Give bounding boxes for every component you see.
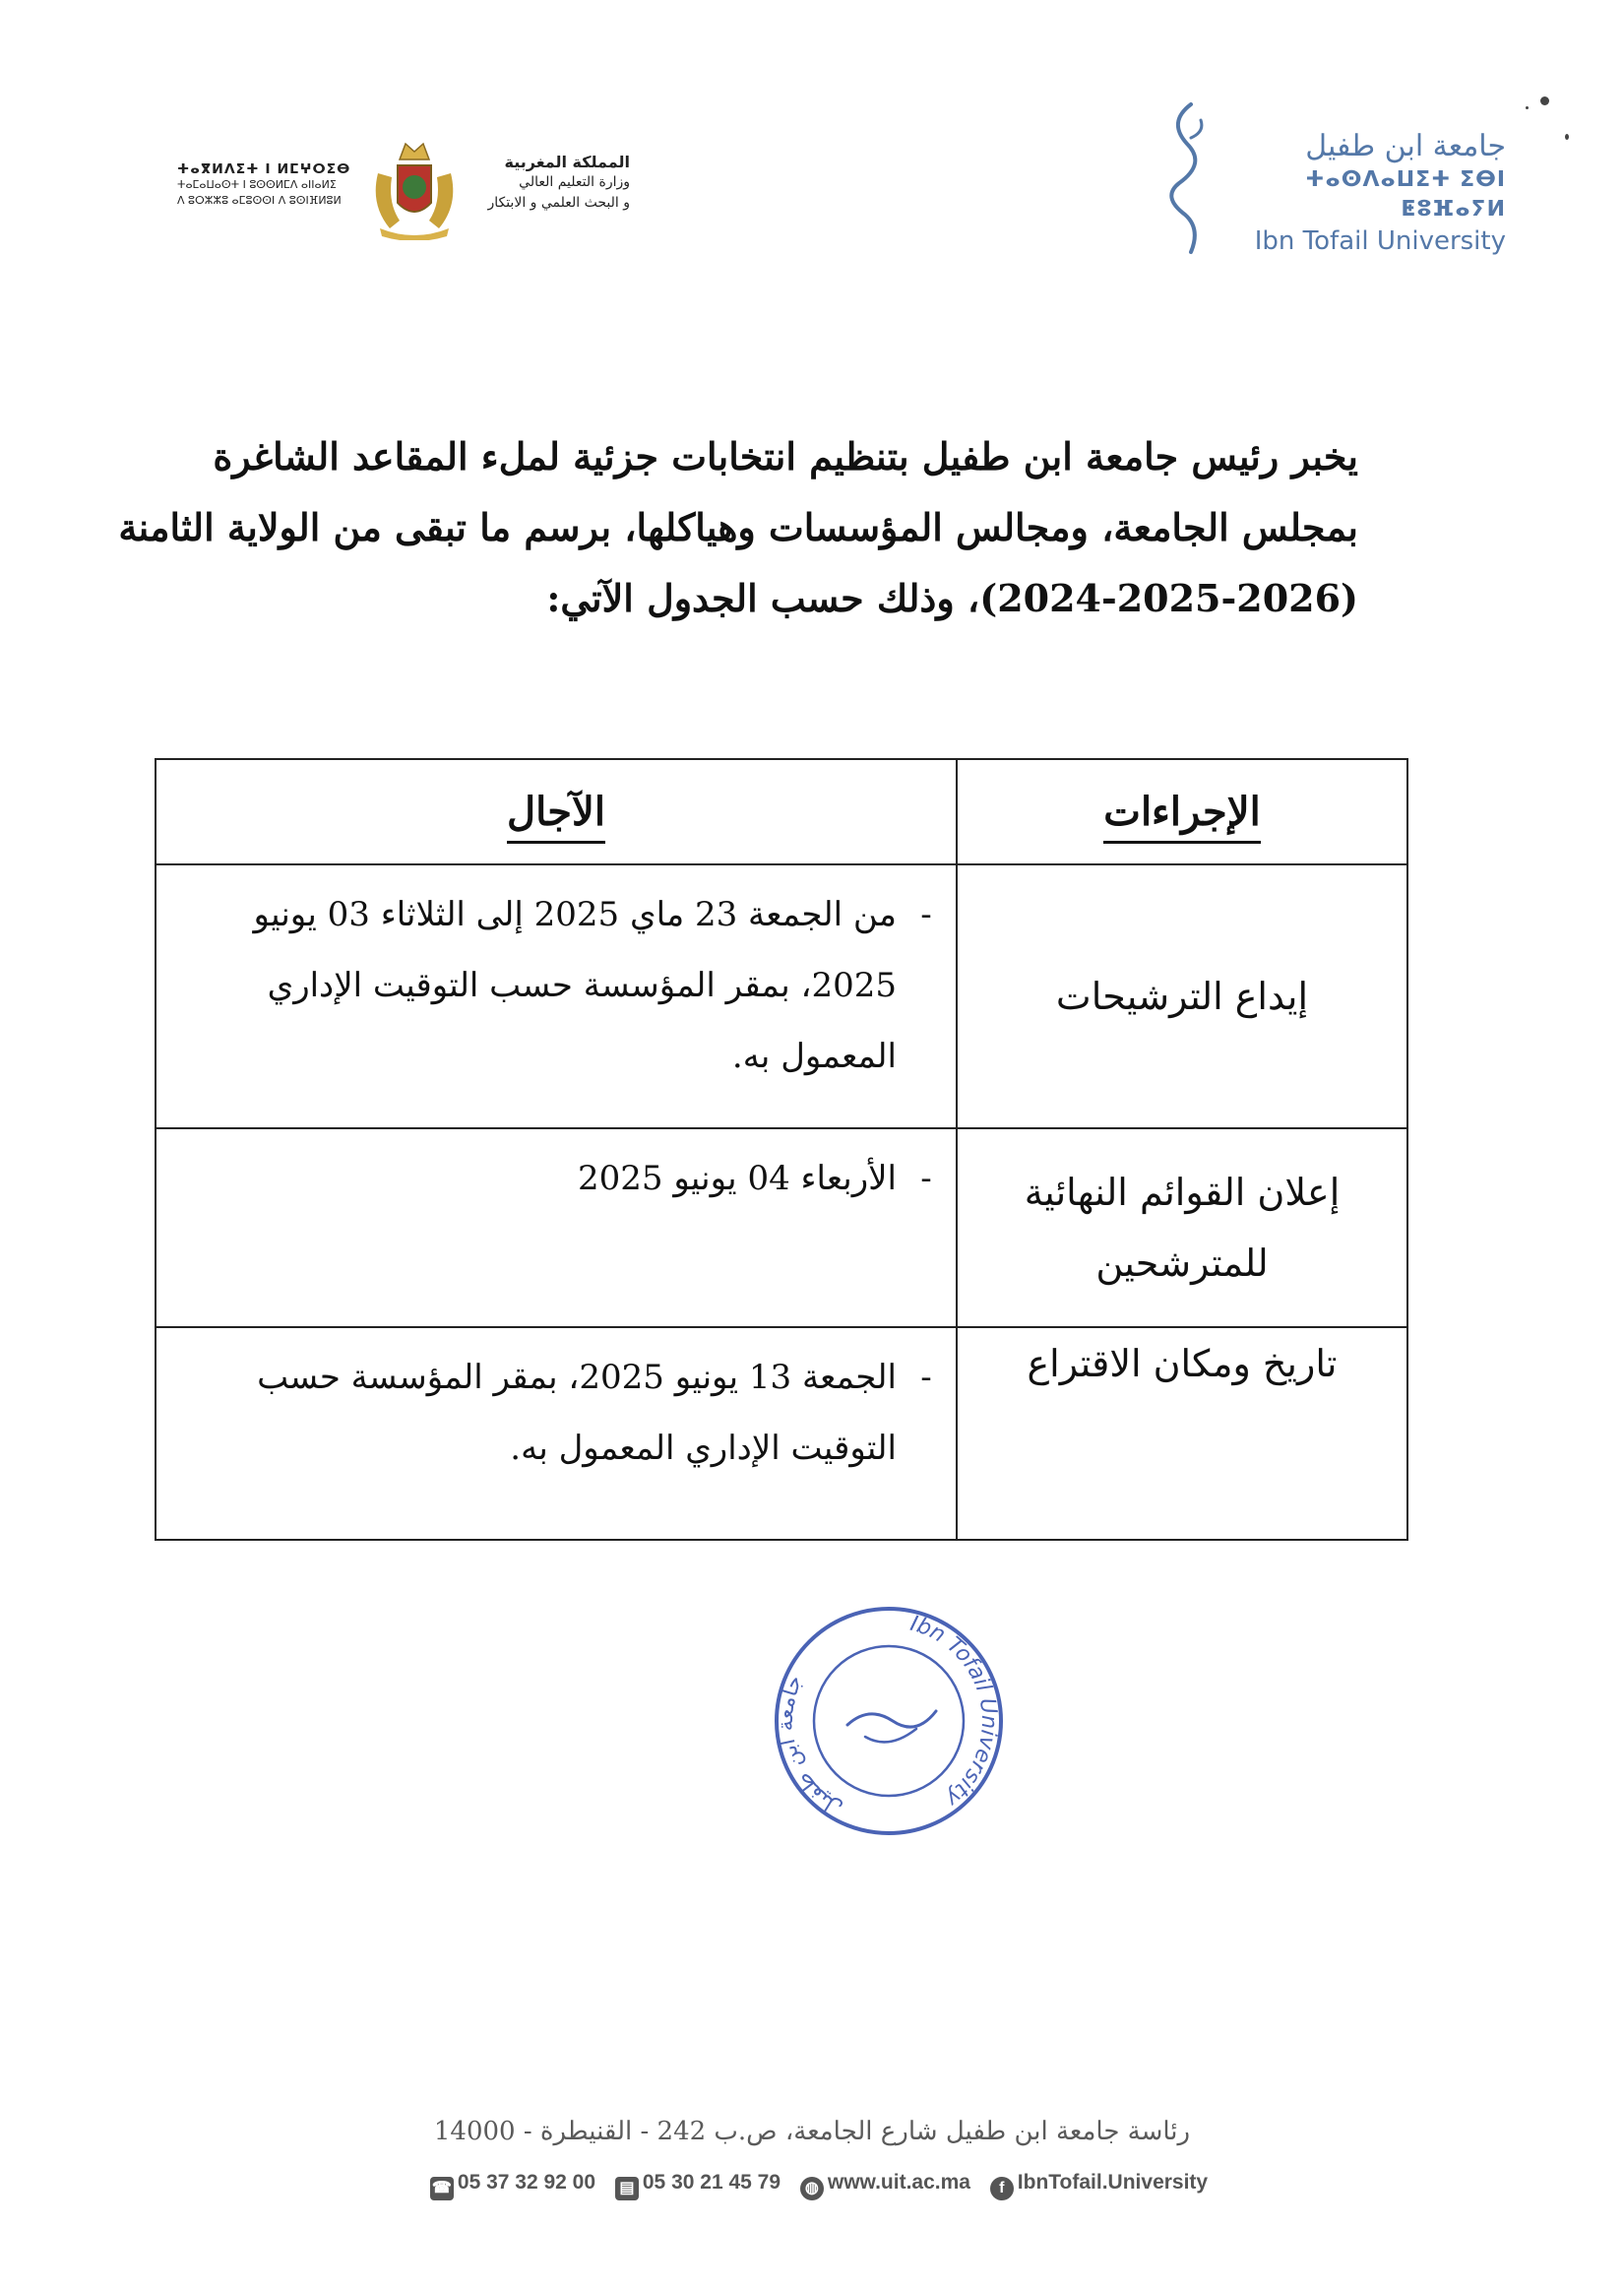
university-seal-stamp xyxy=(771,1603,1007,1839)
stamp-logo-mark-icon xyxy=(847,1711,936,1727)
footer-address: رئاسة جامعة ابن طفيل شارع الجامعة، ص.ب 242 - القنيطرة - 14000 xyxy=(433,2117,1191,2146)
university-logo xyxy=(1152,98,1506,266)
procedure-text: إيداع الترشيحات xyxy=(1055,975,1309,1018)
phone-icon: ☎ xyxy=(430,2177,454,2200)
moroccan-coat-of-arms-icon xyxy=(360,126,468,240)
election-schedule-table xyxy=(155,758,1408,1541)
ministry-arabic xyxy=(472,152,630,214)
ministry-tifinagh xyxy=(177,161,351,209)
scan-speck xyxy=(1526,106,1529,109)
header-deadlines: الآجال xyxy=(156,759,957,864)
period-line: 2025، بمقر المؤسسة حسب التوقيت الإداري xyxy=(267,966,897,1005)
university-name-tifinagh: ⵜⴰⵙⴷⴰⵡⵉⵜ ⵉⴱⵏ ⵟⵓⴼⴰⵢⵍ xyxy=(1305,167,1506,222)
period-line: -الجمعة 13 يونيو 2025، بمقر المؤسسة حسب xyxy=(156,1342,956,1413)
procedure-cell xyxy=(957,1327,1407,1540)
footer-phone: 05 37 32 92 00 xyxy=(457,2171,596,2194)
ministry-tifinagh-line: ⴷ ⵓⵔⵣⵣⵓ ⴰⵎⵓⵙⵙⵏ ⴷ ⵓⵙⵏⴼⵍⵓⵍ xyxy=(177,194,342,207)
stamp-text-en: Ibn Tofail University xyxy=(907,1611,1002,1812)
table-header-row xyxy=(156,759,1407,864)
period-line: -الأربعاء 04 يونيو 2025 xyxy=(156,1143,956,1214)
procedure-text: إعلان القوائم النهائية xyxy=(1024,1171,1341,1214)
facebook-icon: f xyxy=(990,2177,1014,2200)
university-name-arabic: جامعة ابن طفيل xyxy=(1305,129,1506,163)
footer-website[interactable]: www.uit.ac.ma xyxy=(827,2171,970,2194)
university-name-english: Ibn Tofail University xyxy=(1254,226,1506,256)
ministry-tifinagh-line: ⵜⴰⵎⴰⵡⴰⵙⵜ ⵏ ⵓⵙⵙⵍⵎⴷ ⴰⵏⵏⴰⵍⵉ xyxy=(177,178,337,191)
footer-facebook[interactable]: IbnTofail.University xyxy=(1017,2171,1209,2194)
scan-speck xyxy=(1565,134,1569,140)
list-dash: - xyxy=(920,1159,932,1198)
list-dash: - xyxy=(920,895,932,934)
announcement-line: بمجلس الجامعة، ومجالس المؤسسات وهياكلها، برسم ما تبقى من الولاية الثامنة xyxy=(118,505,1358,549)
period-cell xyxy=(156,864,957,1128)
procedure-cell xyxy=(957,1128,1407,1327)
ministry-arabic-line: و البحث العلمي و الابتكار xyxy=(487,195,630,211)
procedure-text: تاريخ ومكان الاقتراع xyxy=(1027,1342,1338,1385)
announcement-line: يخبر رئيس جامعة ابن طفيل بتنظيم انتخابات جزئية لملء المقاعد الشاغرة xyxy=(213,434,1358,478)
period-line: التوقيت الإداري المعمول به. xyxy=(510,1429,897,1468)
fax-icon: ▤ xyxy=(615,2177,639,2200)
header-procedures: الإجراءات xyxy=(957,759,1407,864)
period-cell xyxy=(156,1128,957,1327)
table-row xyxy=(156,1327,1407,1540)
scan-speck xyxy=(1540,96,1549,105)
period-line: -من الجمعة 23 ماي 2025 إلى الثلاثاء 03 يونيو xyxy=(156,879,956,950)
ministry-tifinagh-line: ⵜⴰⴳⵍⴷⵉⵜ ⵏ ⵍⵎⵖⵔⵉⴱ xyxy=(177,161,351,177)
university-name-block xyxy=(1211,128,1506,258)
procedure-text: للمترشحين xyxy=(1095,1241,1269,1285)
procedure-cell xyxy=(957,864,1407,1128)
stamp-text-ar: جامعة ابن طفيل xyxy=(773,1671,847,1821)
university-logo-mark-icon xyxy=(1161,98,1211,256)
announcement-paragraph xyxy=(118,421,1358,634)
period-line: المعمول به. xyxy=(731,1037,897,1076)
ministry-header xyxy=(177,126,630,244)
table-row xyxy=(156,1128,1407,1327)
list-dash: - xyxy=(920,1358,932,1397)
table-row xyxy=(156,864,1407,1128)
footer-fax: 05 30 21 45 79 xyxy=(642,2171,781,2194)
globe-icon: ◍ xyxy=(800,2177,824,2200)
ministry-arabic-line: المملكة المغربية xyxy=(504,153,630,171)
ministry-arabic-line: وزارة التعليم العالي xyxy=(519,174,630,190)
announcement-line: (2024-2025-2026)، وذلك حسب الجدول الآتي: xyxy=(546,576,1358,620)
footer-contact xyxy=(325,2171,1299,2200)
period-cell xyxy=(156,1327,957,1540)
